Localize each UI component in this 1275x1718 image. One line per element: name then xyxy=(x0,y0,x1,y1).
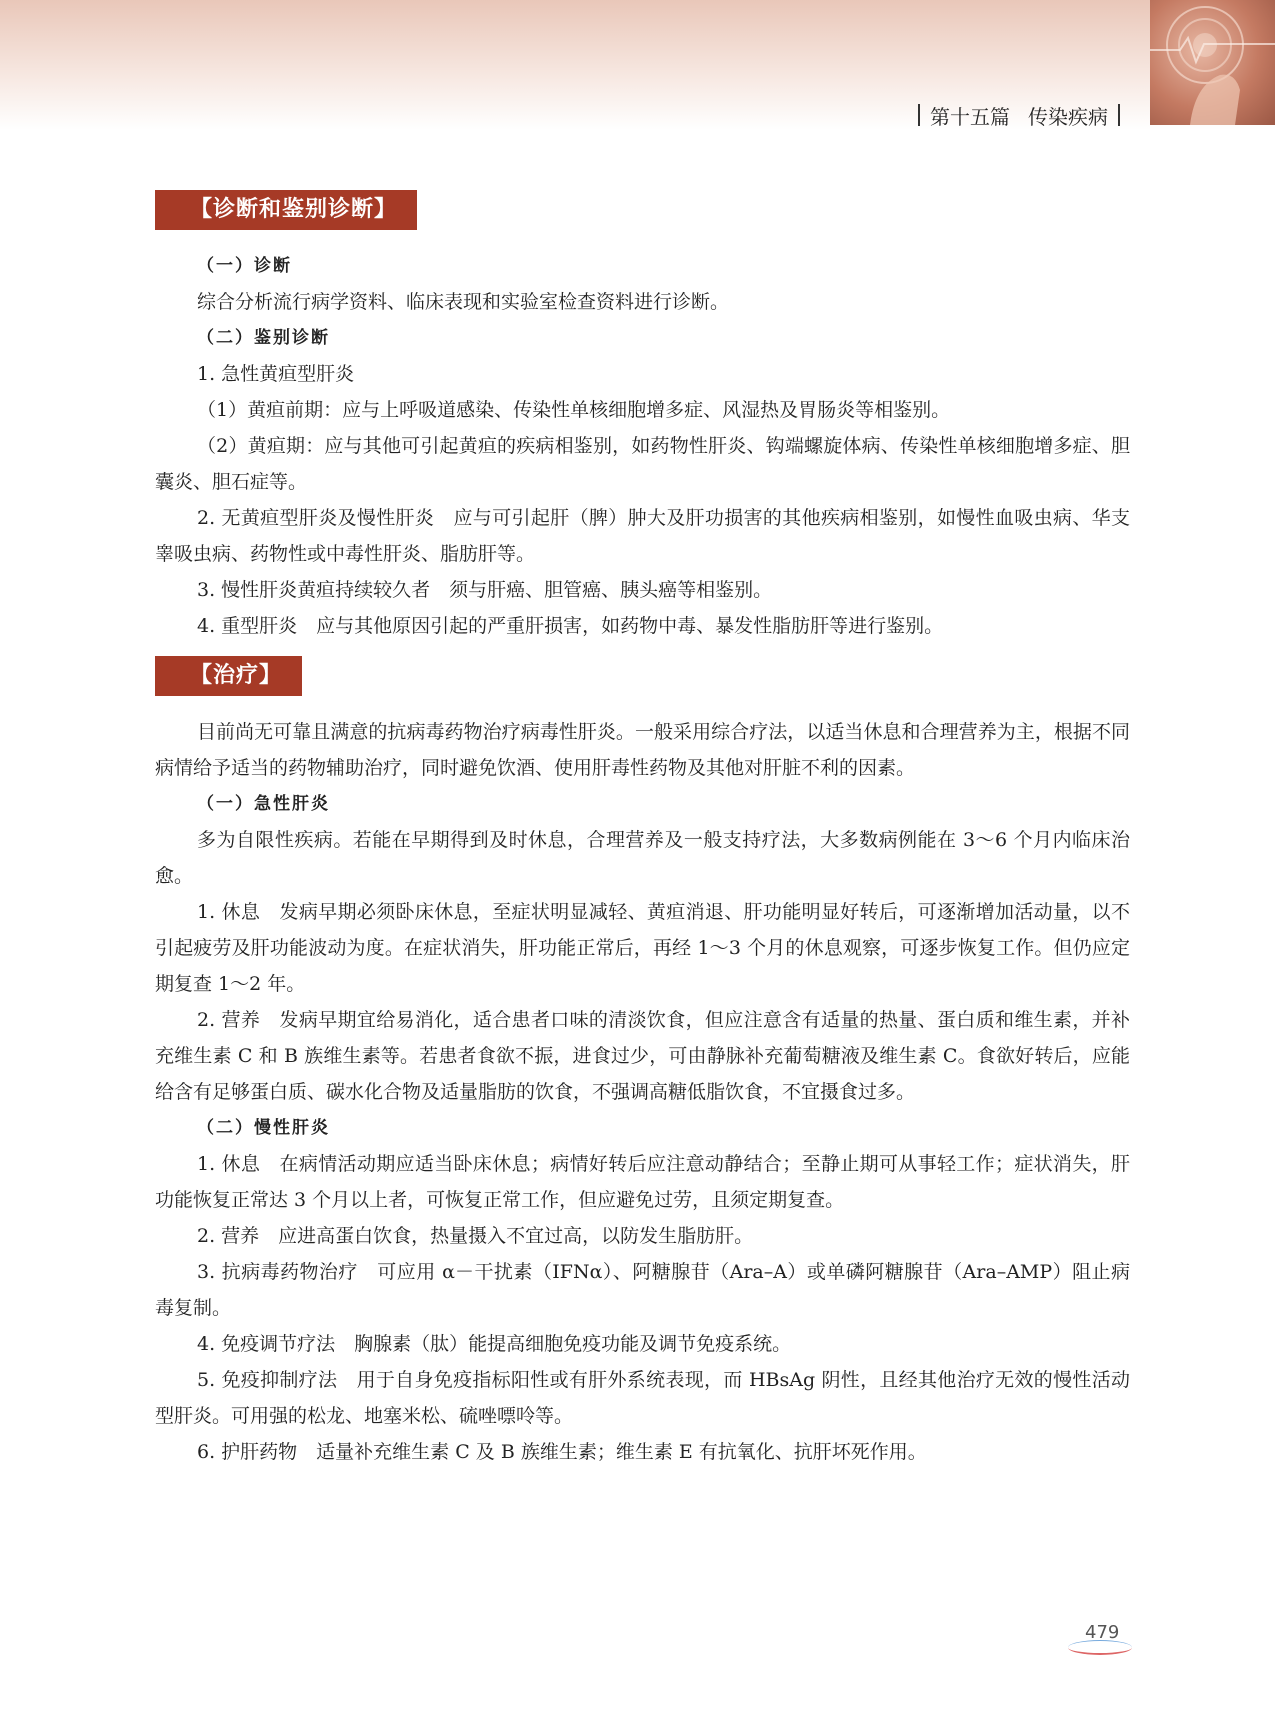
paragraph: 3. 抗病毒药物治疗 可应用 α－干扰素（IFNα）、阿糖腺苷（Ara–A）或单磷阿糖腺苷（Ara–AMP）阻止病毒复制。 xyxy=(155,1261,1130,1319)
paragraph: 2. 营养 应进高蛋白饮食，热量摄入不宜过高，以防发生脂肪肝。 xyxy=(197,1225,754,1247)
running-head xyxy=(908,100,1130,130)
paragraph: 多为自限性疾病。若能在早期得到及时休息，合理营养及一般支持疗法，大多数病例能在 3～6 个月内临床治愈。 xyxy=(155,829,1130,887)
paragraph: 综合分析流行病学资料、临床表现和实验室检查资料进行诊断。 xyxy=(197,291,730,313)
paragraph: 4. 重型肝炎 应与其他原因引起的严重肝损害，如药物中毒、暴发性脂肪肝等进行鉴别。 xyxy=(197,615,944,637)
paragraph: 2. 无黄疸型肝炎及慢性肝炎 应与可引起肝（脾）肿大及肝功损害的其他疾病相鉴别，如慢性血吸虫病、华支睾吸虫病、药物性或中毒性肝炎、脂肪肝等。 xyxy=(155,507,1130,565)
topic-label: 传染疾病 xyxy=(1028,104,1108,129)
paragraph: 5. 免疫抑制疗法 用于自身免疫指标阳性或有肝外系统表现，而 HBsAg 阴性，且经其他治疗无效的慢性活动型肝炎。可用强的松龙、地塞米松、硫唑嘌呤等。 xyxy=(155,1369,1130,1427)
section-banner-diagnosis: 【诊断和鉴别诊断】 xyxy=(155,190,417,230)
header-decoration-image xyxy=(1150,0,1275,125)
paragraph: 6. 护肝药物 适量补充维生素 C 及 B 族维生素；维生素 E 有抗氧化、抗肝坏死作用。 xyxy=(197,1441,927,1463)
subheading-diagnosis: （一）诊断 xyxy=(197,256,292,276)
paragraph: （1）黄疸前期：应与上呼吸道感染、传染性单核细胞增多症、风湿热及胃肠炎等相鉴别。 xyxy=(197,399,951,421)
page-body xyxy=(155,190,1130,1470)
paragraph: 1. 急性黄疸型肝炎 xyxy=(197,363,355,385)
paragraph: 2. 营养 发病早期宜给易消化，适合患者口味的清淡饮食，但应注意含有适量的热量、蛋白质和维生素，并补充维生素 C 和 B 族维生素等。若患者食欲不振，进食过少，可由静脉补充葡萄糖液及维生素 C。食欲好转后，应能给含有足够蛋白质、碳水化合物及适量脂肪的饮食，不强调高糖低脂饮食，不宜摄食过多。 xyxy=(155,1009,1130,1103)
subheading-acute-hepatitis: （一）急性肝炎 xyxy=(197,794,330,814)
page-number: 479 xyxy=(1085,1622,1120,1643)
paragraph: （2）黄疸期：应与其他可引起黄疸的疾病相鉴别，如药物性肝炎、钩端螺旋体病、传染性单核细胞增多症、胆囊炎、胆石症等。 xyxy=(155,435,1130,493)
divider xyxy=(918,104,920,126)
subheading-chronic-hepatitis: （二）慢性肝炎 xyxy=(197,1118,330,1138)
divider xyxy=(1118,104,1120,126)
paragraph: 目前尚无可靠且满意的抗病毒药物治疗病毒性肝炎。一般采用综合疗法，以适当休息和合理营养为主，根据不同病情给予适当的药物辅助治疗，同时避免饮酒、使用肝毒性药物及其他对肝脏不利的因素。 xyxy=(155,721,1130,779)
paragraph: 1. 休息 在病情活动期应适当卧床休息；病情好转后应注意动静结合；至静止期可从事轻工作；症状消失，肝功能恢复正常达 3 个月以上者，可恢复正常工作，但应避免过劳，且须定期复查。 xyxy=(155,1153,1130,1211)
page-number-ornament xyxy=(1068,1640,1132,1655)
subheading-differential: （二）鉴别诊断 xyxy=(197,328,330,348)
paragraph: 3. 慢性肝炎黄疸持续较久者 须与肝癌、胆管癌、胰头癌等相鉴别。 xyxy=(197,579,773,601)
part-label: 第十五篇 xyxy=(930,104,1010,129)
paragraph: 1. 休息 发病早期必须卧床休息，至症状明显减轻、黄疸消退、肝功能明显好转后，可逐渐增加活动量，以不引起疲劳及肝功能波动为度。在症状消失，肝功能正常后，再经 1～3 个月的休息观察，可逐步恢复工作。但仍应定期复查 1～2 年。 xyxy=(155,901,1130,995)
section-banner-treatment: 【治疗】 xyxy=(155,656,302,696)
paragraph: 4. 免疫调节疗法 胸腺素（肽）能提高细胞免疫功能及调节免疫系统。 xyxy=(197,1333,792,1355)
